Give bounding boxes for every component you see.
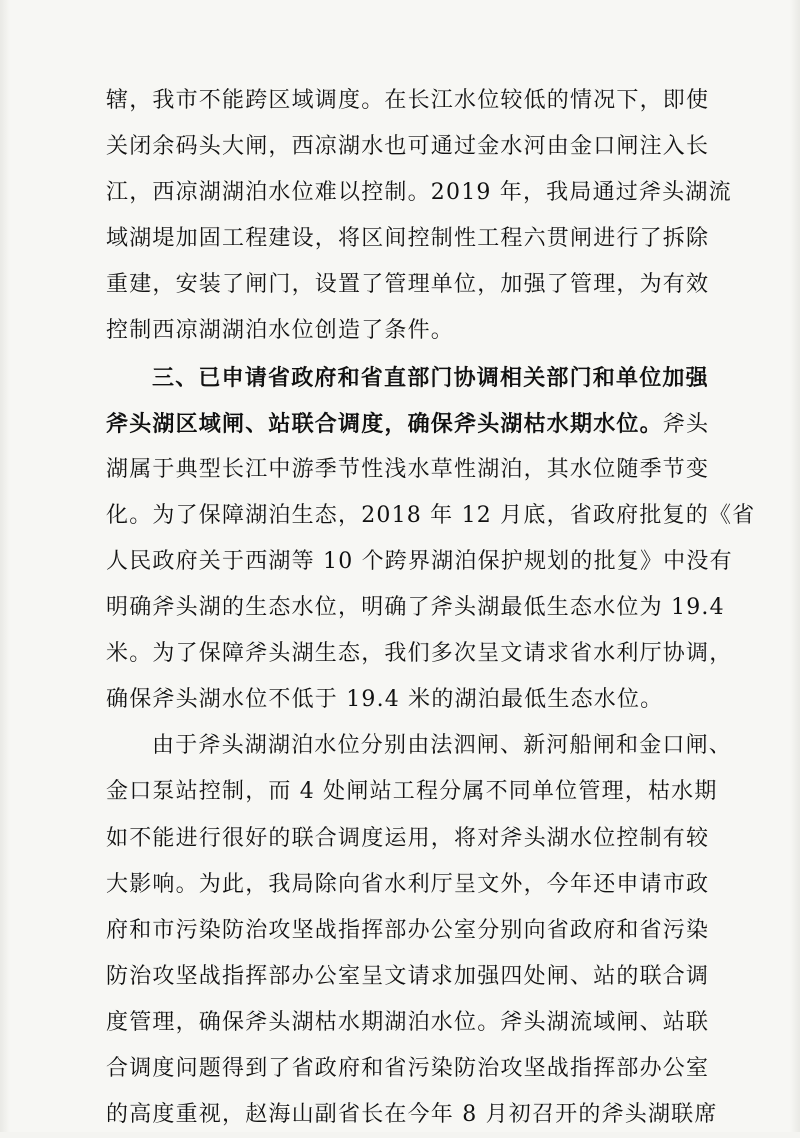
text-line: 如不能进行很好的联合调度运用，将对斧头湖水位控制有较 — [106, 825, 710, 851]
text-line: 域湖堤加固工程建设，将区间控制性工程六贯闸进行了拆除 — [106, 226, 710, 252]
text-line: 米。为了保障斧头湖生态，我们多次呈文请求省水利厅协调， — [106, 641, 733, 667]
text-line: 化。为了保障湖泊生态，2018 年 12 月底，省政府批复的《省 — [106, 502, 756, 528]
text-line: 防治攻坚战指挥部办公室呈文请求加强四处闸、站的联合调 — [106, 963, 710, 989]
paragraph-first-line: 由于斧头湖湖泊水位分别由法泗闸、新河船闸和金口闸、 — [152, 733, 733, 759]
text-line: 江，西凉湖湖泊水位难以控制。2019 年，我局通过斧头湖流 — [106, 180, 732, 206]
section-heading-tail: 斧头 — [662, 411, 710, 437]
section-heading: 三、已申请省政府和省直部门协调相关部门和单位加强 — [152, 364, 709, 391]
text-line: 度管理，确保斧头湖枯水期湖泊水位。斧头湖流域闸、站联 — [106, 1009, 710, 1035]
scan-edge-left — [0, 0, 10, 1132]
text-line: 关闭余码头大闸，西凉湖水也可通过金水河由金口闸注入长 — [106, 134, 710, 160]
text-line: 辖，我市不能跨区域调度。在长江水位较低的情况下，即使 — [106, 88, 710, 113]
document-body — [106, 78, 756, 1138]
text-line: 确保斧头湖水位不低于 19.4 米的湖泊最低生态水位。 — [106, 687, 664, 713]
text-line: 明确斧头湖的生态水位，明确了斧头湖最低生态水位为 19.4 — [106, 595, 725, 621]
text-line: 湖属于典型长江中游季节性浅水草性湖泊，其水位随季节变 — [106, 456, 710, 482]
text-line: 合调度问题得到了省政府和省污染防治攻坚战指挥部办公室 — [106, 1055, 710, 1081]
scan-edge-right — [790, 0, 800, 1132]
section-heading-bold: 斧头湖区域闸、站联合调度，确保斧头湖枯水期水位。 — [106, 410, 663, 437]
text-line: 府和市污染防治攻坚战指挥部办公室分别向省政府和省污染 — [106, 917, 710, 943]
text-line: 人民政府关于西湖等 10 个跨界湖泊保护规划的批复》中没有 — [106, 548, 733, 574]
text-line: 大影响。为此，我局除向省水利厅呈文外，今年还申请市政 — [106, 871, 710, 897]
text-line: 的高度重视，赵海山副省长在今年 8 月初召开的斧头湖联席 — [106, 1102, 718, 1128]
text-line: 金口泵站控制，而 4 处闸站工程分属不同单位管理，枯水期 — [106, 779, 718, 805]
text-line: 控制西凉湖湖泊水位创造了条件。 — [106, 318, 455, 344]
text-line: 重建，安装了闸门，设置了管理单位，加强了管理，为有效 — [106, 272, 710, 298]
section-heading-continuation — [106, 401, 710, 447]
